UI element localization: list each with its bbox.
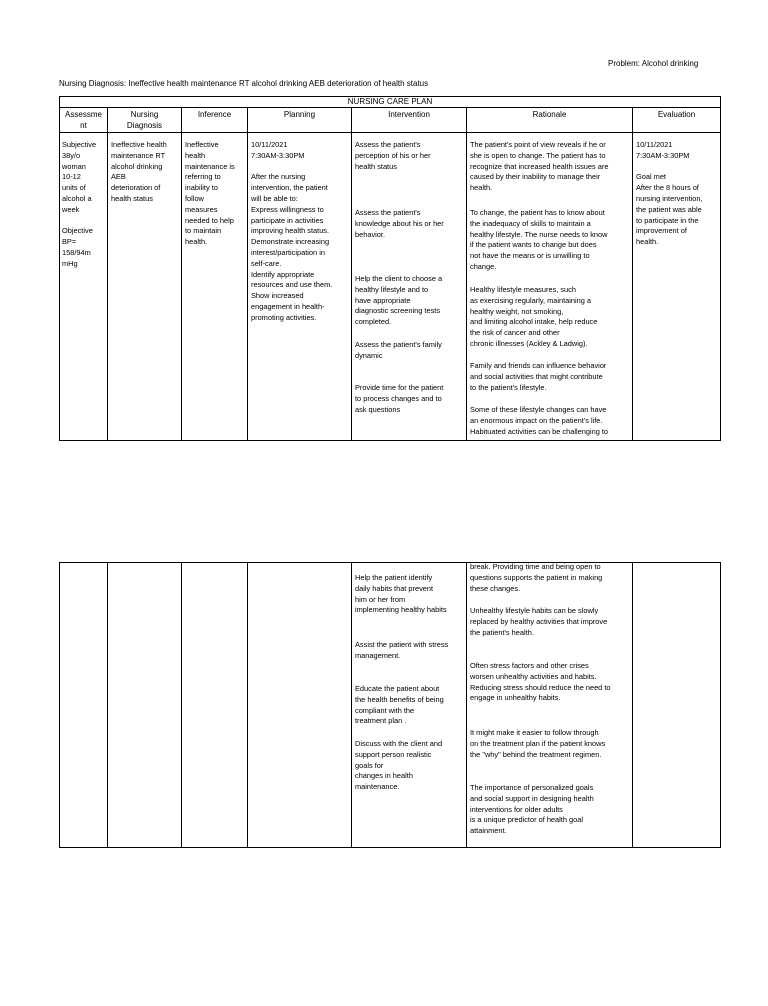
care-plan-table-2	[59, 562, 721, 848]
rationale-item: Healthy lifestyle measures, such as exercising regularly, maintaining a healthy weight, not smoking, and limiting alcohol intake, help reduce the risk of cancer and other chronic illnesses (Ackley & Ladwig).	[470, 285, 598, 348]
intervention-item: Assess the patient's perception of his or her health status	[355, 140, 431, 171]
header-diagnosis: Nursing Diagnosis	[126, 110, 163, 130]
header-intervention: Intervention	[388, 110, 430, 119]
nursing-diagnosis-line: Nursing Diagnosis: Ineffective health maintenance RT alcohol drinking AEB deterioration of health status	[59, 79, 429, 88]
intervention-item: Discuss with the client and support person realistic goals for changes in health maintenance.	[355, 739, 443, 792]
inference-cell: Ineffective health maintenance is referring to inability to follow measures needed to help to maintain health.	[185, 140, 235, 247]
header-evaluation: Evaluation	[657, 110, 696, 119]
header-planning: Planning	[283, 110, 316, 119]
rationale-item: The patient's point of view reveals if he or she is open to change. The patient has to recognize that increased health issues are caused by their inability to manage their health.	[470, 140, 609, 193]
intervention-item: Provide time for the patient to process changes and to ask questions	[355, 383, 444, 414]
rationale-item: It might make it easier to follow through on the treatment plan if the patient knows the "why" behind the treatment regimen.	[470, 728, 606, 759]
intervention-item: Educate the patient about the health benefits of being compliant with the treatment plan .	[355, 684, 444, 726]
care-plan-table-1	[59, 96, 721, 441]
rationale-item: Often stress factors and other crises worsen unhealthy activities and habits. Reducing stress should reduce the need to engage in unhealthy habits.	[470, 661, 611, 703]
rationale-item: The importance of personalized goals and social support in designing health interventions for older adults is a unique predictor of health goal attainment.	[470, 783, 594, 836]
rationale-item: Family and friends can influence behavior and social activities that might contribute to the patient's lifestyle.	[470, 361, 607, 392]
intervention-item: Help the patient identify daily habits that prevent him or her from implementing healthy habits	[355, 573, 447, 615]
header-rationale: Rationale	[532, 110, 567, 119]
intervention-item: Assess the patient's family dynamic	[355, 340, 442, 360]
header-assessment: Assessme nt	[65, 110, 102, 130]
intervention-item: Assess the patient's knowledge about his or her behavior.	[355, 208, 444, 239]
intervention-item: Assist the patient with stress management.	[355, 640, 449, 660]
planning-cell: 10/11/2021 7:30AM-3:30PM After the nursing intervention, the patient will be able to: Express willingness to participate in activities improving health status. Demonstrate increasing interest/participation in self-care. Identify appropriate resources and use them. Show increased engagement in health- promoting activities.	[251, 140, 333, 322]
rationale-item: Some of these lifestyle changes can have an enormous impact on the patient's life. Habituated activities can be challenging to	[470, 405, 609, 436]
rationale-item: To change, the patient has to know about the inadequacy of skills to maintain a healthy lifestyle. The nurse needs to know if the patient wants to change but does not have the means or is unwilling to change.	[470, 208, 608, 271]
evaluation-cell: 10/11/2021 7:30AM-3:30PM Goal met After the 8 hours of nursing intervention, the patient was able to participate in the improvement of health.	[636, 140, 703, 247]
diagnosis-cell: Ineffective health maintenance RT alcohol drinking AEB deterioration of health status	[111, 140, 167, 203]
header-inference: Inference	[197, 110, 232, 119]
rationale-item: Unhealthy lifestyle habits can be slowly replaced by healthy activities that improve the patient's health.	[470, 606, 608, 637]
rationale-item: break. Providing time and being open to questions supports the patient in making these changes.	[470, 562, 603, 593]
assessment-cell: Subjective 38y/o woman 10-12 units of alcohol a week Objective BP= 158/94m mHg	[62, 140, 97, 268]
intervention-item: Help the client to choose a healthy lifestyle and to have appropriate diagnostic screening tests completed.	[355, 274, 443, 327]
table-title: NURSING CARE PLAN	[347, 97, 433, 106]
problem-label: Problem: Alcohol drinking	[608, 59, 699, 68]
